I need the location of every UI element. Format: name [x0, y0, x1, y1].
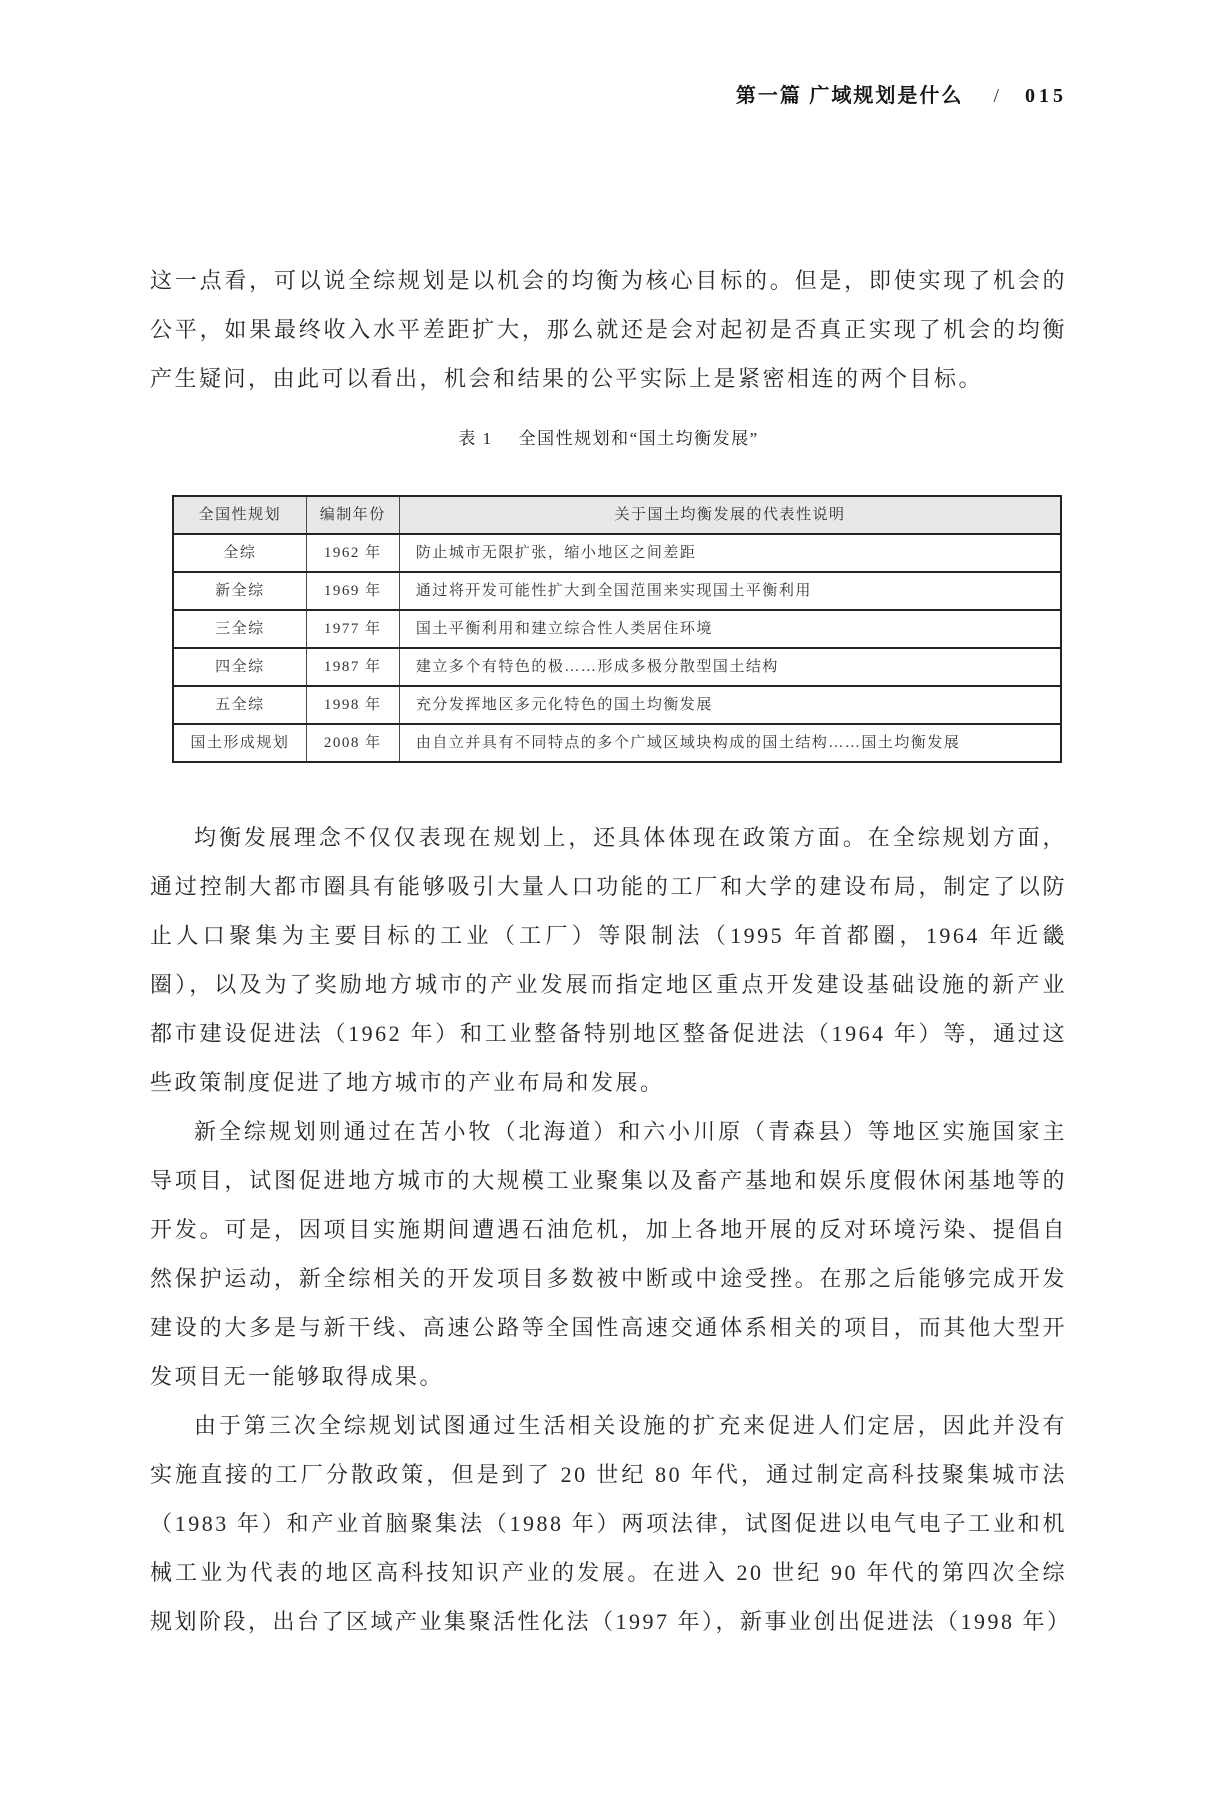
table-caption-title: 全国性规划和“国土均衡发展” — [518, 429, 759, 448]
table-head — [173, 496, 1061, 534]
table-header-cell: 关于国土均衡发展的代表性说明 — [399, 496, 1061, 534]
table-row — [173, 572, 1061, 610]
page-body — [150, 256, 1072, 1646]
table-cell: 1987 年 — [306, 648, 399, 686]
table-cell: 充分发挥地区多元化特色的国土均衡发展 — [399, 686, 1061, 724]
table-cell: 全综 — [173, 534, 306, 572]
table-cell: 1962 年 — [306, 534, 399, 572]
paragraphs-before-table — [150, 256, 1067, 403]
table-row — [173, 648, 1061, 686]
table-row — [173, 686, 1061, 724]
table-cell: 由自立并具有不同特点的多个广域区域块构成的国土结构……国土均衡发展 — [399, 724, 1061, 762]
table-cell: 防止城市无限扩张，缩小地区之间差距 — [399, 534, 1061, 572]
table-header-row — [173, 496, 1061, 534]
table-cell: 四全综 — [173, 648, 306, 686]
paragraphs-after-table — [150, 813, 1072, 1646]
body-paragraph: 新全综规划则通过在苫小牧（北海道）和六小川原（青森县）等地区实施国家主导项目，试图促进地方城市的大规模工业聚集以及畜产基地和娱乐度假休闲基地等的开发。可是，因项目实施期间遭遇石油危机，加上各地开展的反对环境污染、提倡自然保护运动，新全综相关的开发项目多数被中断或中途受挫。在那之后能够完成开发建设的大多是与新干线、高速公路等全国性高速交通体系相关的项目，而其他大型开发项目无一能够取得成果。 — [150, 1119, 1067, 1389]
section-title: 第一篇 广域规划是什么 — [735, 85, 964, 107]
national-plans-table — [172, 495, 1062, 763]
page-number: 015 — [1025, 85, 1067, 107]
page-header — [150, 82, 1067, 110]
table-row — [173, 724, 1061, 762]
body-paragraph: 均衡发展理念不仅仅表现在规划上，还具体体现在政策方面。在全综规划方面，通过控制大都市圈具有能够吸引大量人口功能的工厂和大学的建设布局，制定了以防止人口聚集为主要目标的工业（工厂）等限制法（1995 年首都圈，1964 年近畿圈），以及为了奖励地方城市的产业发展而指定地区重点开发建设基础设施的新产业都市建设促进法（1962 年）和工业整备特别地区整备促进法（1964 年）等，通过这些政策制度促进了地方城市的产业布局和发展。 — [150, 825, 1067, 1095]
table-caption-label: 表 1 — [458, 429, 493, 448]
table-cell: 五全综 — [173, 686, 306, 724]
table-cell: 国土平衡利用和建立综合性人类居住环境 — [399, 610, 1061, 648]
table-cell: 1977 年 — [306, 610, 399, 648]
table-cell: 三全综 — [173, 610, 306, 648]
table-cell: 新全综 — [173, 572, 306, 610]
table-header-cell: 全国性规划 — [173, 496, 306, 534]
table-row — [173, 610, 1061, 648]
body-paragraph: 这一点看，可以说全综规划是以机会的均衡为核心目标的。但是，即使实现了机会的公平，如果最终收入水平差距扩大，那么就还是会对起初是否真正实现了机会的均衡产生疑问，由此可以看出，机会和结果的公平实际上是紧密相连的两个目标。 — [150, 268, 1067, 391]
table-cell: 1998 年 — [306, 686, 399, 724]
table-cell: 建立多个有特色的极……形成多极分散型国土结构 — [399, 648, 1061, 686]
table-cell: 国土形成规划 — [173, 724, 306, 762]
table-cell: 通过将开发可能性扩大到全国范围来实现国土平衡利用 — [399, 572, 1061, 610]
table-header-cell: 编制年份 — [306, 496, 399, 534]
table-caption — [150, 427, 1067, 451]
header-separator: / — [993, 85, 1001, 107]
table-row — [173, 534, 1061, 572]
body-paragraph: 由于第三次全综规划试图通过生活相关设施的扩充来促进人们定居，因此并没有实施直接的工厂分散政策，但是到了 20 世纪 80 年代，通过制定高科技聚集城市法（1983 年）和产业首脑聚集法（1988 年）两项法律，试图促进以电气电子工业和机械工业为代表的地区高科技知识产业的发展。在进入 20 世纪 90 年代的第四次全综规划阶段，出台了区域产业集聚活性化法（1997 年），新事业创出促进法（1998 年） — [150, 1413, 1072, 1634]
table-cell: 1969 年 — [306, 572, 399, 610]
table-cell: 2008 年 — [306, 724, 399, 762]
table-body — [173, 534, 1061, 762]
